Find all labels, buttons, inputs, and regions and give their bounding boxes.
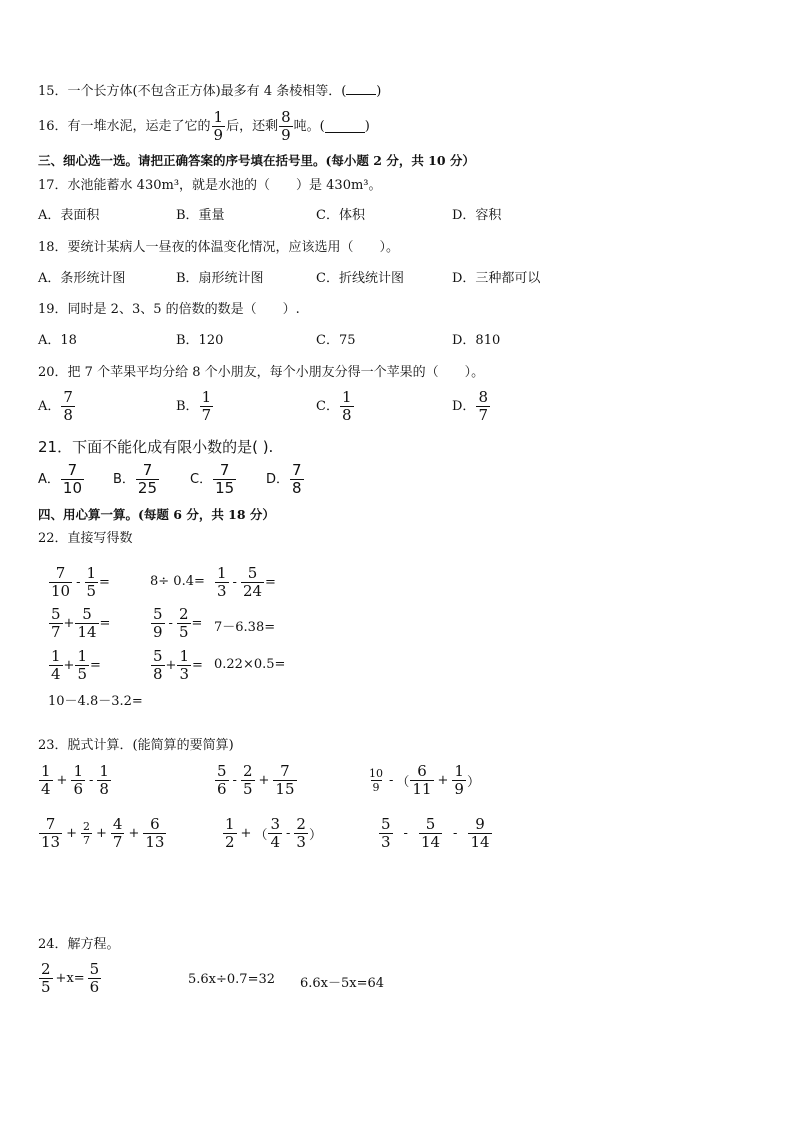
- fraction: $\frac{7}{8}$: [63, 388, 73, 424]
- expression: $\frac{5}{3}$ - $\frac{5}{14}$ - $\frac{9}{14}$: [381, 815, 490, 851]
- question-16: [38, 110, 370, 143]
- option-a[interactable]: A．表面积: [38, 208, 100, 223]
- q16-post: 吨。(: [293, 118, 325, 134]
- question-19-stem: 19．同时是 2、3、5 的倍数的数是（ ）.: [38, 302, 300, 317]
- option-d[interactable]: D．810: [452, 333, 501, 348]
- question-17-stem: 17．水池能蓄水 430m³，就是水池的（ ）是 430m³。: [38, 178, 382, 193]
- expression: 10－4.8－3.2=: [48, 694, 143, 709]
- option-b[interactable]: B． $\frac{1}{7}$: [176, 388, 212, 424]
- fraction: $\frac{7}{10}$: [62, 461, 82, 497]
- fraction: $\frac{1}{8}$: [341, 388, 352, 424]
- expression: $\frac{7}{13}$ + $\frac{2}{7}$ + $\frac{4}{7}$ + $\frac{6}{13}$: [41, 815, 165, 851]
- section-3-heading: 三、细心选一选。请把正确答案的序号填在括号里。(每小题 2 分，共 10 分）: [38, 153, 475, 168]
- option-a[interactable]: A．条形统计图: [38, 271, 126, 286]
- option-c[interactable]: C．75: [316, 333, 356, 348]
- expression: $\frac{7}{10}$ - $\frac{1}{5}$ =: [51, 564, 110, 600]
- fraction: $\frac{8}{7}$: [478, 388, 488, 424]
- option-a[interactable]: A． $\frac{7}{8}$: [38, 388, 73, 424]
- equation: 5.6x÷0.7=32: [188, 972, 276, 987]
- expression: $\frac{1}{4}$ + $\frac{1}{6}$ - $\frac{1}{8}$: [41, 762, 109, 798]
- fraction: $\frac{1}{7}$: [201, 388, 212, 424]
- option-c[interactable]: C．折线统计图: [316, 271, 404, 286]
- expression: $\frac{5}{8}$ + $\frac{1}{3}$ =: [153, 647, 203, 683]
- fraction: $\frac{7}{15}$: [215, 461, 235, 497]
- question-18-stem: 18．要统计某病人一昼夜的体温变化情况，应该选用（ ）。: [38, 240, 400, 255]
- q16-pre: 16．有一堆水泥，运走了它的: [38, 118, 211, 134]
- expression: $\frac{5}{9}$ - $\frac{2}{5}$ =: [153, 605, 203, 641]
- option-c[interactable]: C． $\frac{1}{8}$: [316, 388, 352, 424]
- option-b[interactable]: B．120: [176, 333, 224, 348]
- expression: $\frac{5}{7}$ + $\frac{5}{14}$ =: [51, 605, 111, 641]
- expression: $\frac{5}{6}$ - $\frac{2}{5}$ + $\frac{7}{15}$: [217, 762, 295, 798]
- equation: $\frac{2}{5}$ +x= $\frac{5}{6}$: [41, 960, 100, 996]
- fraction: $\frac{8}{9}$: [281, 108, 291, 144]
- fraction: $\frac{1}{9}$: [213, 108, 224, 144]
- q16-mid: 后，还剩: [226, 118, 279, 134]
- question-15: [38, 82, 381, 101]
- answer-blank[interactable]: [325, 120, 365, 133]
- expression: 8÷ 0.4=: [150, 574, 205, 589]
- expression: 0.22×0.5=: [214, 657, 286, 672]
- question-24-title: 24．解方程。: [38, 937, 120, 952]
- option-b[interactable]: B． $\frac{7}{25}$: [113, 461, 158, 497]
- answer-blank[interactable]: [346, 82, 376, 95]
- option-c[interactable]: C．体积: [316, 208, 365, 223]
- q16-close: ): [364, 118, 370, 134]
- option-d[interactable]: D． $\frac{7}{8}$: [266, 461, 302, 497]
- option-a[interactable]: A．18: [38, 333, 77, 348]
- option-d[interactable]: D．容积: [452, 208, 502, 223]
- equation: 6.6x－5x=64: [300, 976, 385, 991]
- expression: $\frac{1}{2}$ + （ $\frac{3}{4}$ - $\frac{2}{3}$ ）: [225, 815, 322, 851]
- expression: $\frac{10}{9}$ - （ $\frac{6}{11}$ + $\frac{1}{9}$ ）: [369, 762, 480, 798]
- fraction: $\frac{7}{25}$: [137, 461, 158, 497]
- option-b[interactable]: B．扇形统计图: [176, 271, 264, 286]
- option-b[interactable]: B．重量: [176, 208, 225, 223]
- question-21-stem: 21．下面不能化成有限小数的是( ).: [38, 438, 274, 456]
- section-4-heading: 四、用心算一算。(每题 6 分，共 18 分）: [38, 507, 275, 522]
- option-d[interactable]: D．三种都可以: [452, 271, 541, 286]
- q15-close: ): [376, 84, 382, 99]
- question-22-title: 22．直接写得数: [38, 531, 133, 546]
- question-23-title: 23．脱式计算．(能简算的要简算): [38, 738, 234, 753]
- expression: $\frac{1}{4}$ + $\frac{1}{5}$ =: [51, 647, 101, 683]
- option-c[interactable]: C． $\frac{7}{15}$: [190, 461, 235, 497]
- q15-text: 15．一个长方体(不包含正方体)最多有 4 条棱相等．(: [38, 84, 347, 99]
- expression: $\frac{1}{3}$ - $\frac{5}{24}$ =: [217, 564, 276, 600]
- option-a[interactable]: A． $\frac{7}{10}$: [38, 461, 82, 497]
- fraction: $\frac{7}{8}$: [292, 461, 302, 497]
- option-d[interactable]: D． $\frac{8}{7}$: [452, 388, 488, 424]
- expression: 7－6.38=: [214, 620, 276, 635]
- question-20-stem: 20．把 7 个苹果平均分给 8 个小朋友，每个小朋友分得一个苹果的（ ）。: [38, 365, 485, 380]
